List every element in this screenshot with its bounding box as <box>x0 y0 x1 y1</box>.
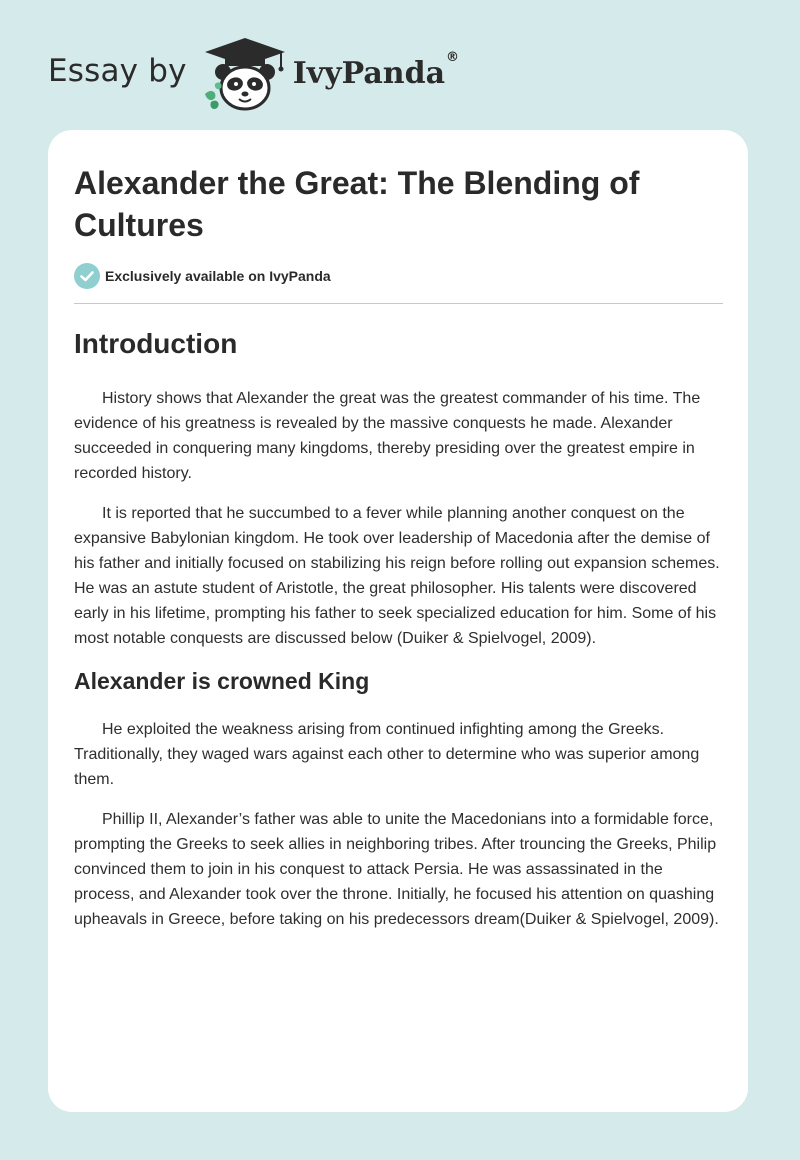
paragraph: It is reported that he succumbed to a fever while planning another conquest on the expansive Babylonian kingdom. He took over leadership of Macedonia after the demise of his father and initially focused on stabilizing his reign before rolling out expansion schemes. He was an astute student of Aristotle, the great philosopher. His talents were discovered early in his lifetime, prompting his father to seek specialized education for him. Some of his most notable conquests are discussed below (Duiker & Spielvogel, 2009). <box>74 505 720 647</box>
check-circle-icon <box>74 263 100 289</box>
panda-graduate-logo-icon <box>201 36 289 112</box>
exclusive-label: Exclusively available on IvyPanda <box>105 268 331 284</box>
brand-header[interactable] <box>48 34 459 114</box>
essay-title: Alexander the Great: The Blending of Cultures <box>74 165 640 243</box>
paragraph: Phillip II, Alexander’s father was able to unite the Macedonians into a formidable force, prompting the Greeks to seek allies in neighboring tribes. After trouncing the Greeks, Philip convinced them to join in his conquest to attack Persia. He was assassinated in the process, and Alexander took over the throne. Initially, he focused his attention on quashing upheavals in Greece, before taking on his predecessors dream(Duiker & Spielvogel, 2009). <box>74 811 719 928</box>
section-heading-crowned-king: Alexander is crowned King <box>74 668 370 694</box>
brand-prefix: Essay by <box>48 53 187 89</box>
title-divider <box>74 303 723 304</box>
exclusive-badge <box>74 263 331 289</box>
essay-card <box>48 130 748 1112</box>
registered-mark: ® <box>446 49 460 65</box>
paragraph: History shows that Alexander the great was the greatest commander of his time. The evidence of his greatness is revealed by the massive conquests he made. Alexander succeeded in conquering many kingdoms, thereby presiding over the greatest empire in recorded history. <box>74 390 701 482</box>
paragraph: He exploited the weakness arising from continued infighting among the Greeks. Traditionally, they waged wars against each other to determine who was superior among them. <box>74 721 700 788</box>
section-heading-introduction: Introduction <box>74 328 238 359</box>
essay-body <box>74 325 724 947</box>
brand-name: IvyPanda® <box>292 49 460 91</box>
